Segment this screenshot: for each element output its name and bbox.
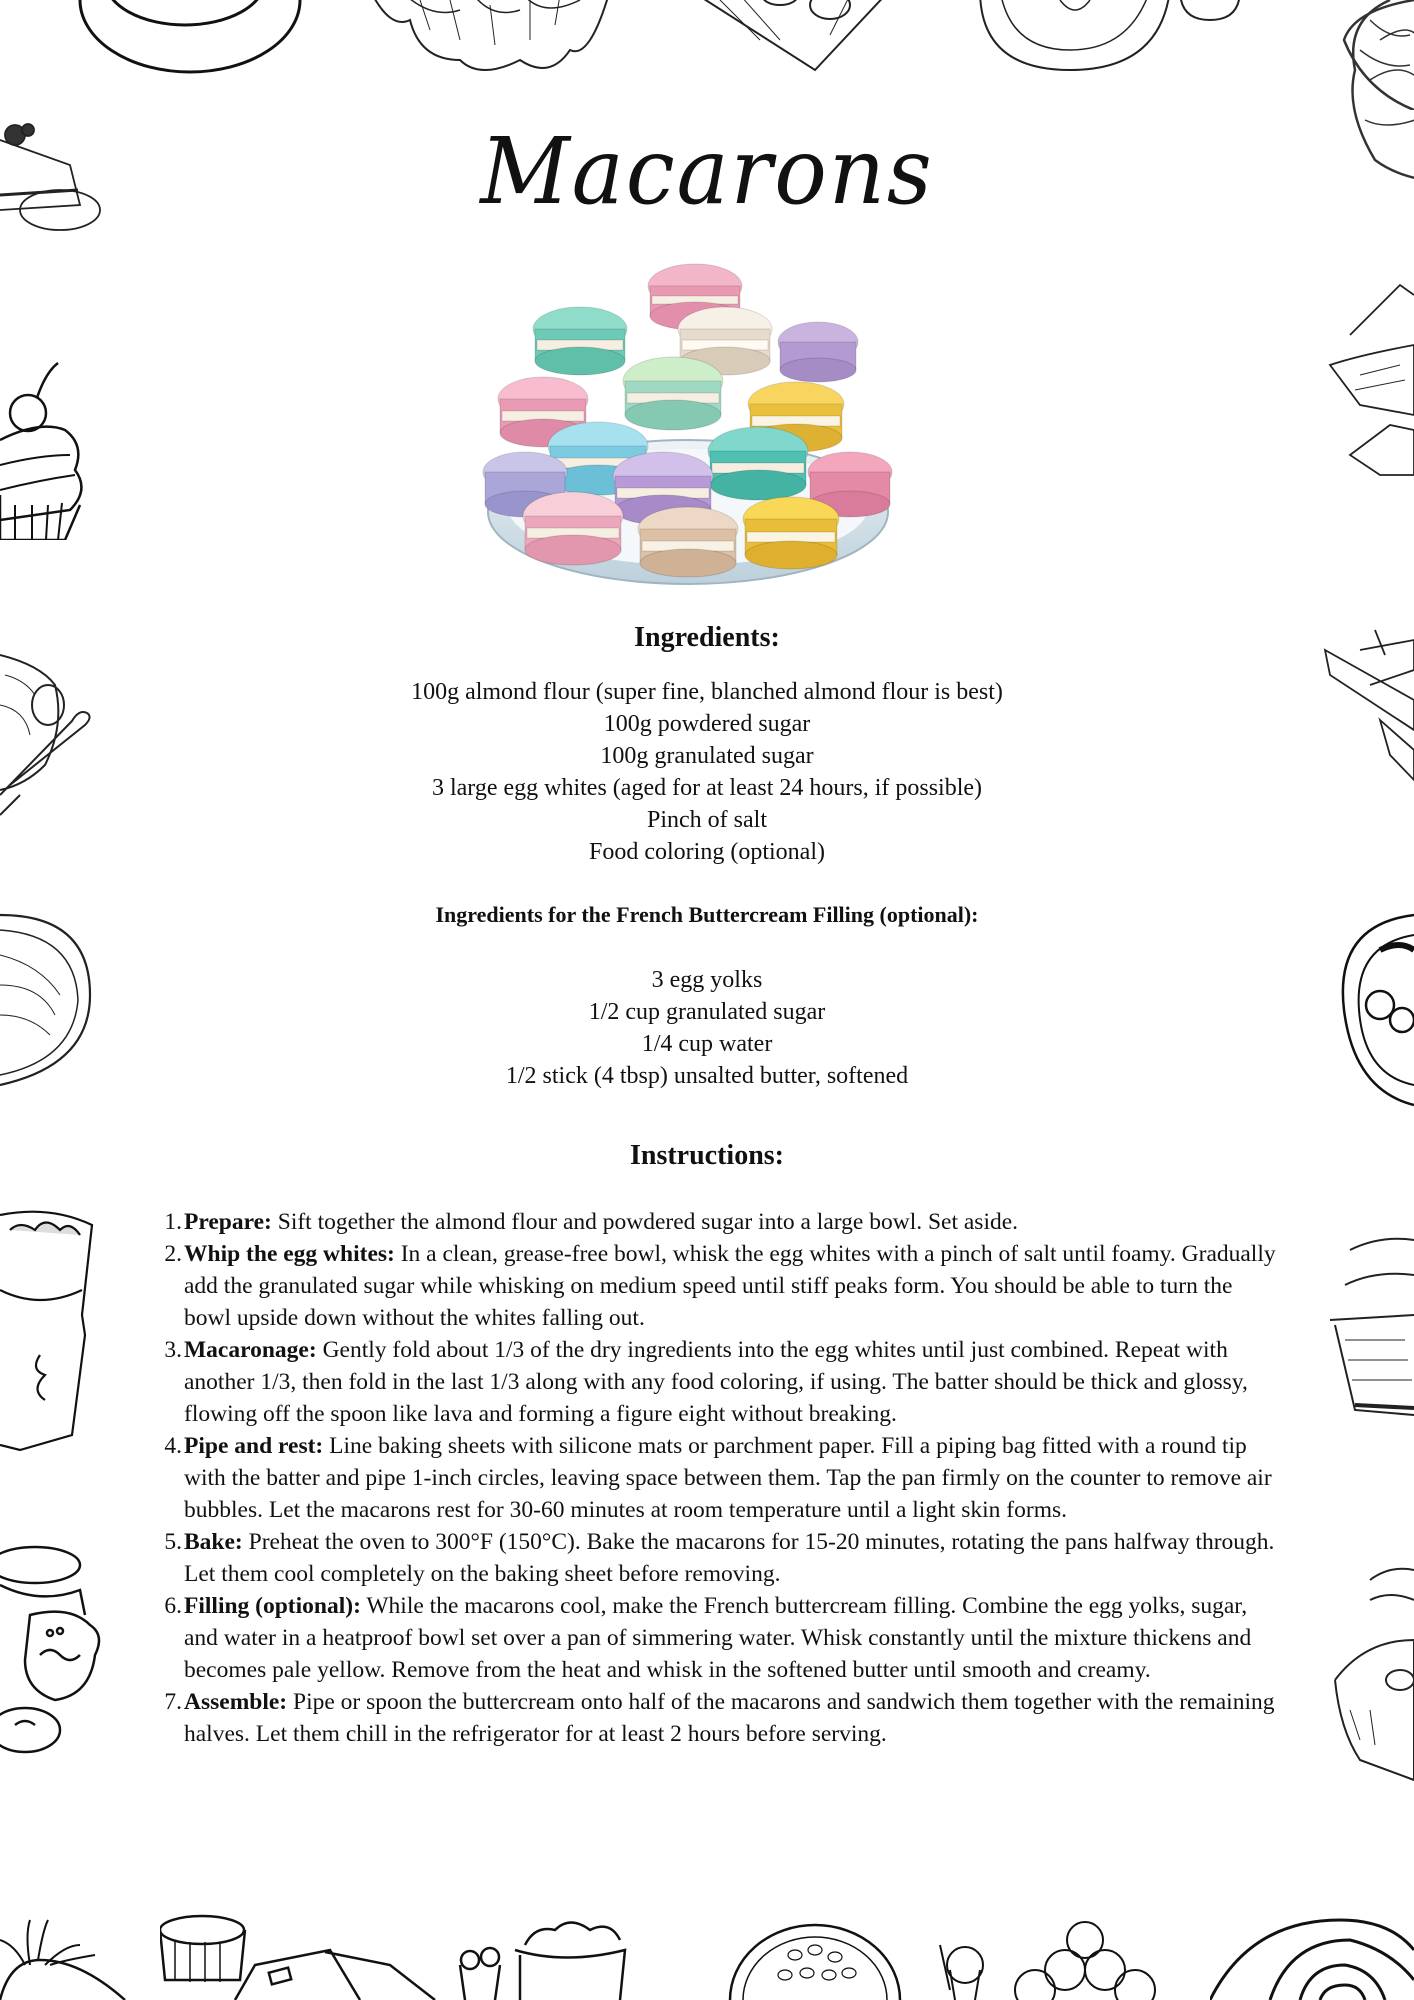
instruction-step <box>160 1334 1280 1430</box>
step-label: Bake: <box>184 1529 243 1555</box>
bread-bowl-sketch <box>1320 1230 1414 1490</box>
step-label: Whip the egg whites: <box>184 1241 395 1267</box>
step-label: Filling (optional): <box>184 1593 361 1619</box>
cupcake-with-cherry-sketch <box>0 345 90 540</box>
step-number: 5. <box>164 1529 182 1555</box>
mooncake-stack-sketch <box>0 1545 105 1770</box>
filling-heading: Ingredients for the French Buttercream Filling (optional): <box>435 902 979 927</box>
instruction-step <box>160 1590 1280 1686</box>
ice-cream-bowl-sketch <box>455 1915 685 2000</box>
step-text: In a clean, grease-free bowl, whisk the egg whites with a pinch of salt until foamy. Gradually add the granulated sugar while whisking on medium speed until stiff peaks form. You should be able to turn the bowl upside down without the whites falling out. <box>184 1241 1276 1331</box>
cake-slice-sketch <box>1320 1560 1414 1790</box>
filling-ingredient-item: 1/2 stick (4 tbsp) unsalted butter, softened <box>505 1063 909 1089</box>
ingredient-item: 100g granulated sugar <box>600 743 814 769</box>
step-text: While the macarons cool, make the French buttercream filling. Combine the egg yolks, sugar, and water in a heatproof bowl set over a pan of simmering water. Whisk constantly until the mixture thickens and becomes pale yellow. Remove from the heat and whisk in the softened butter until smooth and creamy. <box>184 1593 1252 1683</box>
filling-ingredient-item: 1/2 cup granulated sugar <box>588 999 826 1025</box>
ramekin-and-toast-sketch <box>160 1910 460 2000</box>
ingredients-list <box>0 676 1414 868</box>
instructions-heading: Instructions: <box>629 1140 784 1171</box>
step-text: Preheat the oven to 300°F (150°C). Bake the macarons for 15-20 minutes, rotating the pans halfway through. Let them cool completely on the baking sheet before removing. <box>184 1529 1275 1587</box>
cabbage-sketch <box>360 0 630 80</box>
ingredient-item: Food coloring (optional) <box>589 839 825 865</box>
ingredients-heading: Ingredients: <box>634 622 780 653</box>
croissant-sketch <box>1320 0 1414 110</box>
instruction-step <box>160 1686 1280 1750</box>
step-text: Gently fold about 1/3 of the dry ingredients into the egg whites until just combined. Repeat with another 1/3, then fold in the last 1/3 along with any food coloring, if using. The batter should be thick and glossy, flowing off the spoon like lava and forming a figure eight without breaking. <box>184 1337 1248 1427</box>
instruction-step <box>160 1238 1280 1334</box>
step-label: Prepare: <box>184 1209 272 1235</box>
step-number: 2. <box>164 1241 182 1267</box>
step-label: Assemble: <box>184 1689 288 1715</box>
step-text: Pipe or spoon the buttercream onto half of the macarons and sandwich them together with the remaining halves. Let them chill in the refrigerator for at least 2 hours before serving. <box>184 1689 1275 1747</box>
bean-bowl-sketch <box>725 1915 905 2000</box>
filling-ingredient-item: 1/4 cup water <box>641 1031 773 1057</box>
step-text: Sift together the almond flour and powdered sugar into a large bowl. Set aside. <box>271 1209 1019 1235</box>
ingredient-item: 100g almond flour (super fine, blanched almond flour is best) <box>411 679 1003 705</box>
step-text: Line baking sheets with silicone mats or parchment paper. Fill a piping bag fitted with a round tip with the batter and pipe 1-inch circles, leaving space between them. Tap the pan firmly on the counter to remove air bubbles. Let the macarons rest for 30-60 minutes at room temperature until a light skin forms. <box>184 1433 1272 1523</box>
step-number: 1. <box>164 1209 182 1235</box>
roll-cake-sketch <box>1210 1910 1414 2000</box>
step-number: 4. <box>164 1433 182 1459</box>
step-number: 7. <box>164 1689 182 1715</box>
wrap-sketch <box>0 1195 95 1465</box>
ingredient-item: 100g powdered sugar <box>603 711 811 737</box>
ingredient-item: Pinch of salt <box>647 807 767 833</box>
plate-of-food-sketch <box>70 0 310 80</box>
instruction-step <box>160 1526 1280 1590</box>
ingredient-item: 3 large egg whites (aged for at least 24 hours, if possible) <box>431 775 983 801</box>
macarons-illustration <box>478 262 898 592</box>
instruction-step <box>160 1206 1280 1238</box>
recipe-title: Macarons <box>480 118 934 225</box>
instruction-step <box>160 1430 1280 1526</box>
soup-bowl-sketch <box>970 0 1250 80</box>
filling-ingredient-item: 3 egg yolks <box>651 967 763 993</box>
step-label: Macaronage: <box>184 1337 317 1363</box>
strawberry-sketch <box>0 1905 135 2000</box>
sandwich-stack-sketch <box>1320 275 1414 490</box>
step-label: Pipe and rest: <box>184 1433 324 1459</box>
filling-ingredients-list <box>0 964 1414 1092</box>
instructions-list <box>160 1206 1280 1750</box>
dumplings-sketch <box>935 1915 1165 2000</box>
step-number: 6. <box>164 1593 182 1619</box>
step-number: 3. <box>164 1337 182 1363</box>
pizza-slice-sketch <box>680 0 910 80</box>
